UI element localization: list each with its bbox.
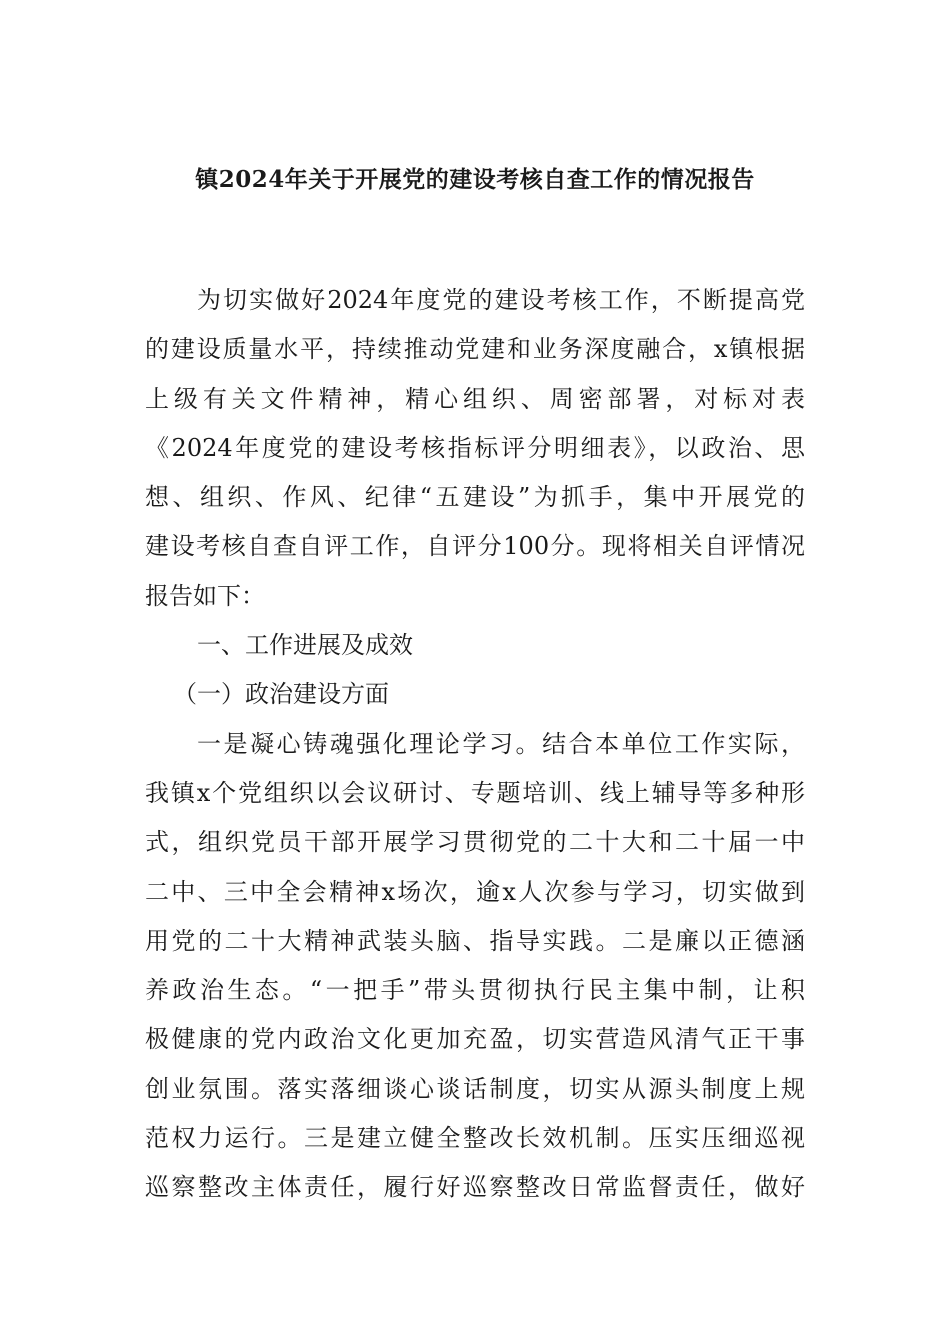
body-line: 范权力运行。三是建立健全整改长效机制。压实压细巡视 [145,1124,805,1153]
intro-line: 上级有关文件精神，精心组织、周密部署，对标对表 [145,384,805,413]
intro-line: 为切实做好2024年度党的建设考核工作，不断提高党 [197,286,805,314]
intro-line: 想、组织、作风、纪律“五建设”为抓手，集中开展党的 [145,483,805,512]
body-line: 我镇x个党组织以会议研讨、专题培训、线上辅导等多种形 [145,778,805,807]
intro-line: 的建设质量水平，持续推动党建和业务深度融合，x镇根据 [145,335,805,364]
body-line: 极健康的党内政治文化更加充盈，切实营造风清气正干事 [145,1025,805,1054]
body-line: 创业氛围。落实落细谈心谈话制度，切实从源头制度上规 [145,1074,805,1103]
body-line: 巡察整改主体责任，履行好巡察整改日常监督责任，做好 [145,1173,805,1202]
body-line: 一是凝心铸魂强化理论学习。结合本单位工作实际， [197,729,805,758]
body-line: 养政治生态。“一把手”带头贯彻执行民主集中制，让积 [145,976,805,1005]
intro-line: 报告如下： [145,581,265,610]
intro-line: 建设考核自查自评工作，自评分100分。现将相关自评情况 [145,532,805,561]
document-body [145,276,805,1213]
document-title: 镇2024年关于开展党的建设考核自查工作的情况报告 [195,166,755,193]
section-heading: 一、工作进展及成效 [197,631,413,660]
body-line: 用党的二十大精神武装头脑、指导实践。二是廉以正德涵 [145,926,805,955]
body-line: 式，组织党员干部开展学习贯彻党的二十大和二十届一中 [145,828,805,857]
subsection-heading: （一）政治建设方面 [173,680,389,709]
body-line: 二中、三中全会精神x场次，逾x人次参与学习，切实做到 [145,877,805,906]
intro-line: 《2024年度党的建设考核指标评分明细表》，以政治、思 [145,433,805,462]
